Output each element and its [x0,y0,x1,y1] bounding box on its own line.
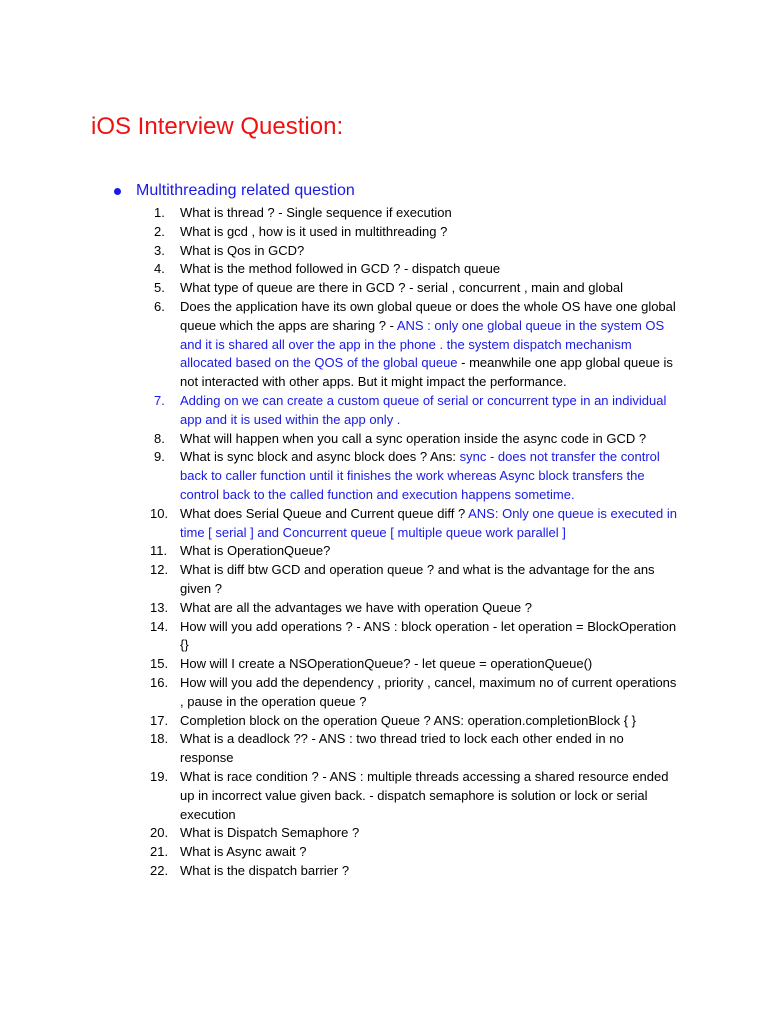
question-text: - meanwhile one app global queue is not interacted with other apps. But it might impact the performance. [180,355,673,390]
question-number: 15. [150,656,169,672]
question-item [114,824,678,843]
question-number: 1. [154,205,165,220]
question-text: What is Qos in GCD? [180,242,305,258]
question-number: 9. [154,449,165,465]
question-item [114,298,678,392]
question-number: 6. [154,298,165,314]
bullet-icon [114,188,121,195]
question-number: 10. [150,505,169,521]
question-text: Does the application have its own global queue or does the whole OS have one global queue which the apps are sharing ? - [180,298,676,333]
question-number: 21. [150,844,169,860]
question-item [114,674,678,712]
question-number: 19. [150,768,169,784]
question-text: What will happen when you call a sync operation inside the async code in GCD ? [180,430,647,446]
question-item [114,542,678,561]
question-item [114,599,678,618]
question-number: 5. [154,280,165,296]
question-number: 2. [154,223,165,239]
question-number: 13. [150,599,169,615]
question-number: 18. [150,731,169,747]
question-item [114,561,678,599]
question-text: What is a deadlock ?? - ANS : two thread tried to lock each other ended in no response [180,731,624,766]
question-text: What type of queue are there in GCD ? - serial , concurrent , main and global [180,280,623,296]
question-number: 14. [150,618,169,634]
question-item [114,862,678,881]
question-text: How will you add operations ? - ANS : block operation - let operation = BlockOperation {} [180,618,677,653]
question-item [114,448,678,504]
question-number: 17. [150,712,169,728]
question-item [114,204,678,223]
question-item [114,260,678,279]
section-heading [114,180,734,202]
answer-text: ANS: Only one queue is executed in time [ serial ] and Concurrent queue [ multiple queue work parallel ] [180,505,677,540]
question-text: What are all the advantages we have with operation Queue ? [180,599,532,615]
question-text: What does Serial Queue and Current queue diff ? [180,505,469,521]
question-number: 4. [154,261,165,277]
question-text: What is Async await ? [180,844,307,860]
question-text: What is race condition ? - ANS : multiple threads accessing a shared resource ended up in incorrect value given back. - dispatch semaphore is solution or lock or serial execution [180,768,669,822]
question-text: What is the method followed in GCD ? - dispatch queue [180,261,501,277]
question-item [114,223,678,242]
question-list [114,204,734,881]
question-text: How will you add the dependency , priority , cancel, maximum no of current operations , pause in the operation queue ? [180,674,677,709]
question-item [114,279,678,298]
multithreading-section [114,180,734,881]
question-item [114,618,678,656]
question-item [114,730,678,768]
question-item [114,392,678,430]
answer-text: Adding on we can create a custom queue of serial or concurrent type in an individual app and it is used within the app only . [180,392,667,427]
question-text: What is sync block and async block does ? Ans: [180,449,460,465]
question-number: 22. [150,862,169,878]
answer-text: ANS : only one global queue in the system OS and it is shared all over the app in the phone . the system dispatch mechanism allocated based on the QOS of the global queue [180,317,665,371]
question-number: 20. [150,825,169,841]
question-number: 8. [154,430,165,446]
question-number: 7. [154,392,165,408]
question-number: 12. [150,562,169,578]
question-item [114,843,678,862]
question-text: What is thread ? - Single sequence if execution [180,205,452,220]
question-item [114,242,678,261]
question-item [114,430,678,449]
question-text: What is diff btw GCD and operation queue ? and what is the advantage for the ans given ? [180,562,655,596]
question-text: What is Dispatch Semaphore ? [180,825,360,841]
question-number: 3. [154,242,165,258]
question-text: How will I create a NSOperationQueue? - let queue = operationQueue() [180,656,593,672]
question-text: What is OperationQueue? [180,543,331,559]
question-item [114,768,678,824]
question-text: What is the dispatch barrier ? [180,862,350,878]
question-number: 16. [150,674,169,690]
section-heading-text: Multithreading related question [136,182,355,199]
question-text: What is gcd , how is it used in multithreading ? [180,223,448,239]
page-title: iOS Interview Question: [91,113,344,140]
question-item [114,505,678,543]
question-text: Completion block on the operation Queue ? ANS: operation.completionBlock { } [180,712,637,728]
question-number: 11. [150,543,168,559]
answer-text: sync - does not transfer the control back to caller function until it finishes the work whereas Async block transfers the control back to the called function and execution happens sometime. [180,449,660,502]
question-item [114,712,678,731]
question-item [114,655,678,674]
